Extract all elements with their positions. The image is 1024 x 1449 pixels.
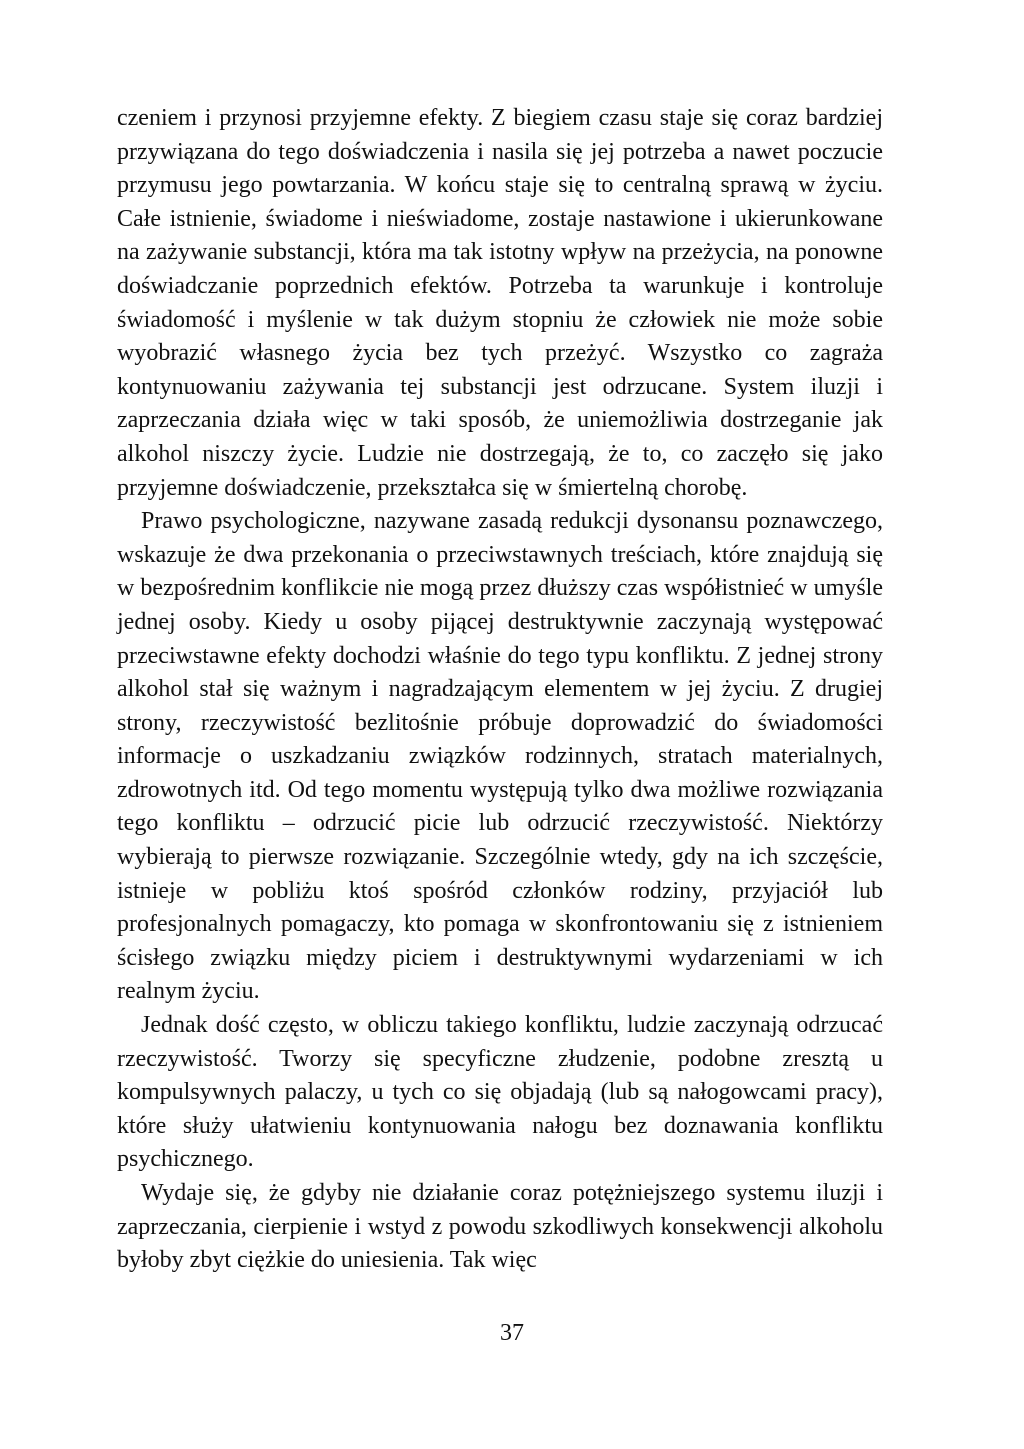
paragraph-3: Jednak dość często, w obliczu takiego konfliktu, ludzie zaczynają odrzucać rzeczywistość. Tworzy się specyficzne złudzenie, podobne zresztą u kompulsywnych palaczy, u tych co się objadają (lub są nałogowcami pracy), które służy ułatwieniu kontynuowania nałogu bez doznawania konfliktu psychicznego. [117,1012,883,1173]
body-text [117,102,883,1278]
paragraph-2: Prawo psychologiczne, nazywane zasadą redukcji dysonansu poznawczego, wskazuje że dwa przekonania o przeciwstawnych treściach, które znajdują się w bezpośrednim konflikcie nie mogą przez dłuższy czas współistnieć w umyśle jednej osoby. Kiedy u osoby pijącej destruktywnie zaczynają występować przeciwstawne efekty dochodzi właśnie do tego typu konfliktu. Z jednej strony alkohol stał się ważnym i nagradzającym elementem w jej życiu. Z drugiej strony, rzeczywistość bezlitośnie próbuje doprowadzić do świadomości informacje o uszkadzaniu związków rodzinnych, stratach materialnych, zdrowotnych itd. Od tego momentu występują tylko dwa możliwe rozwiązania tego konfliktu – odrzucić picie lub odrzucić rzeczywistość. Niektórzy wybierają to pierwsze rozwiązanie. Szczególnie wtedy, gdy na ich szczęście, istnieje w pobliżu ktoś spośród członków rodziny, przyjaciół lub profesjonalnych pomagaczy, kto pomaga w skonfrontowaniu się z istnieniem ścisłego związku między piciem i destruktywnymi wydarzeniami w ich realnym życiu. [117,508,883,1005]
paragraph-1: czeniem i przynosi przyjemne efekty. Z biegiem czasu staje się coraz bardziej przywiązana do tego doświadczenia i nasila się jej potrzeba a nawet poczucie przymusu jego powtarzania. W końcu staje się to centralną sprawą w życiu. Całe istnienie, świadome i nieświadome, zostaje nastawione i ukierunkowane na zażywanie substancji, która ma tak istotny wpływ na przeżycia, na ponowne doświadczanie poprzednich efektów. Potrzeba ta warunkuje i kontroluje świadomość i myślenie w tak dużym stopniu że człowiek nie może sobie wyobrazić własnego życia bez tych przeżyć. Wszystko co zagraża kontynuowaniu zażywania tej substancji jest odrzucane. System iluzji i zaprzeczania działa więc w taki sposób, że uniemożliwia dostrzeganie jak alkohol niszczy życie. Ludzie nie dostrzegają, że to, co zaczęło się jako przyjemne doświadczenie, przekształca się w śmiertelną chorobę. [117,105,883,501]
paragraph-4: Wydaje się, że gdyby nie działanie coraz potężniejszego systemu iluzji i zaprzeczania, cierpienie i wstyd z powodu szkodliwych konsekwencji alkoholu byłoby zbyt ciężkie do uniesienia. Tak więc [117,1180,883,1274]
page-number: 37 [500,1320,524,1346]
